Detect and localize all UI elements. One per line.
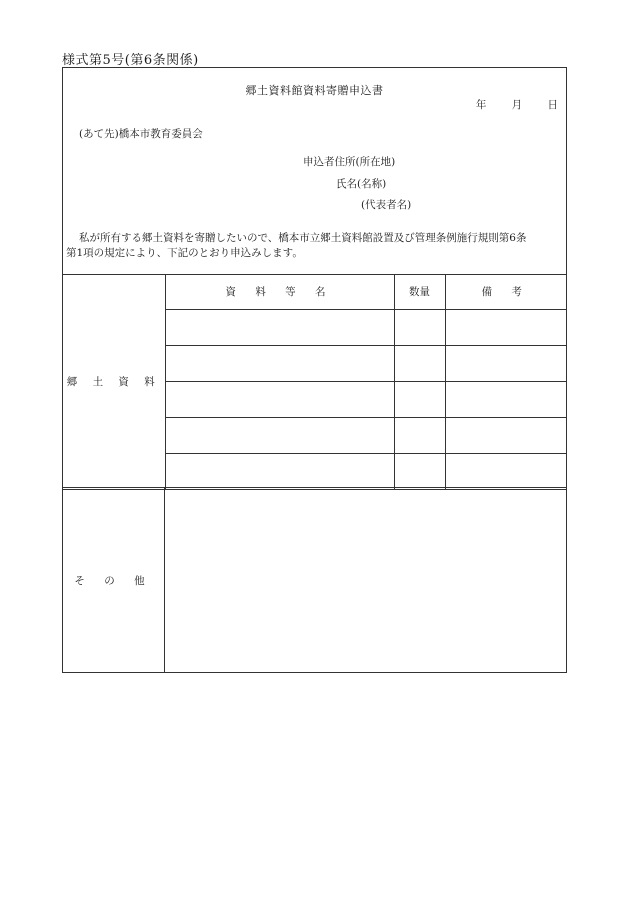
header-material-name: 資 料 等 名 [165,274,394,310]
other-section [63,487,566,673]
applicant-address-label: 申込者住所(所在地) [303,156,396,168]
quantity-cell[interactable] [394,454,445,490]
category-cell [63,274,165,490]
material-name-cell[interactable] [165,382,394,418]
other-label: そ の 他 [63,488,165,673]
header-quantity: 数量 [394,274,445,310]
addressee: (あて先)橋本市教育委員会 [79,128,203,140]
material-name-cell[interactable] [165,454,394,490]
request-statement [66,231,563,261]
date-day-label: 日 [547,99,558,111]
form-header [63,68,566,275]
remarks-cell[interactable] [445,310,566,346]
date-line [454,97,558,112]
remarks-cell[interactable] [445,346,566,382]
remarks-cell[interactable] [445,454,566,490]
request-statement-line-1: 私が所有する郷土資料を寄贈したいので、橋本市立郷土資料館設置及び管理条例施行規則第6条 [79,232,527,244]
material-name-cell[interactable] [165,346,394,382]
quantity-cell[interactable] [394,382,445,418]
date-year-label: 年 [475,99,487,111]
request-statement-line-2: 第1項の規定により、下記のとおり申込みします。 [66,247,303,259]
material-name-cell[interactable] [165,310,394,346]
other-content-field[interactable] [165,488,566,673]
header-remarks: 備 考 [445,274,566,310]
remarks-cell[interactable] [445,382,566,418]
applicant-representative-label: (代表者名) [361,199,412,211]
material-name-cell[interactable] [165,418,394,454]
application-form [62,67,567,673]
table-header-row [63,274,566,310]
date-month-label: 月 [511,99,523,111]
document-title: 郷土資料館資料寄贈申込書 [245,84,384,97]
material-table [63,274,566,490]
quantity-cell[interactable] [394,346,445,382]
quantity-cell[interactable] [394,418,445,454]
remarks-cell[interactable] [445,418,566,454]
category-label: 郷 土 資 料 [66,376,161,388]
form-number: 様式第5号(第6条関係) [62,53,199,68]
applicant-name-label: 氏名(名称) [336,178,387,190]
quantity-cell[interactable] [394,310,445,346]
